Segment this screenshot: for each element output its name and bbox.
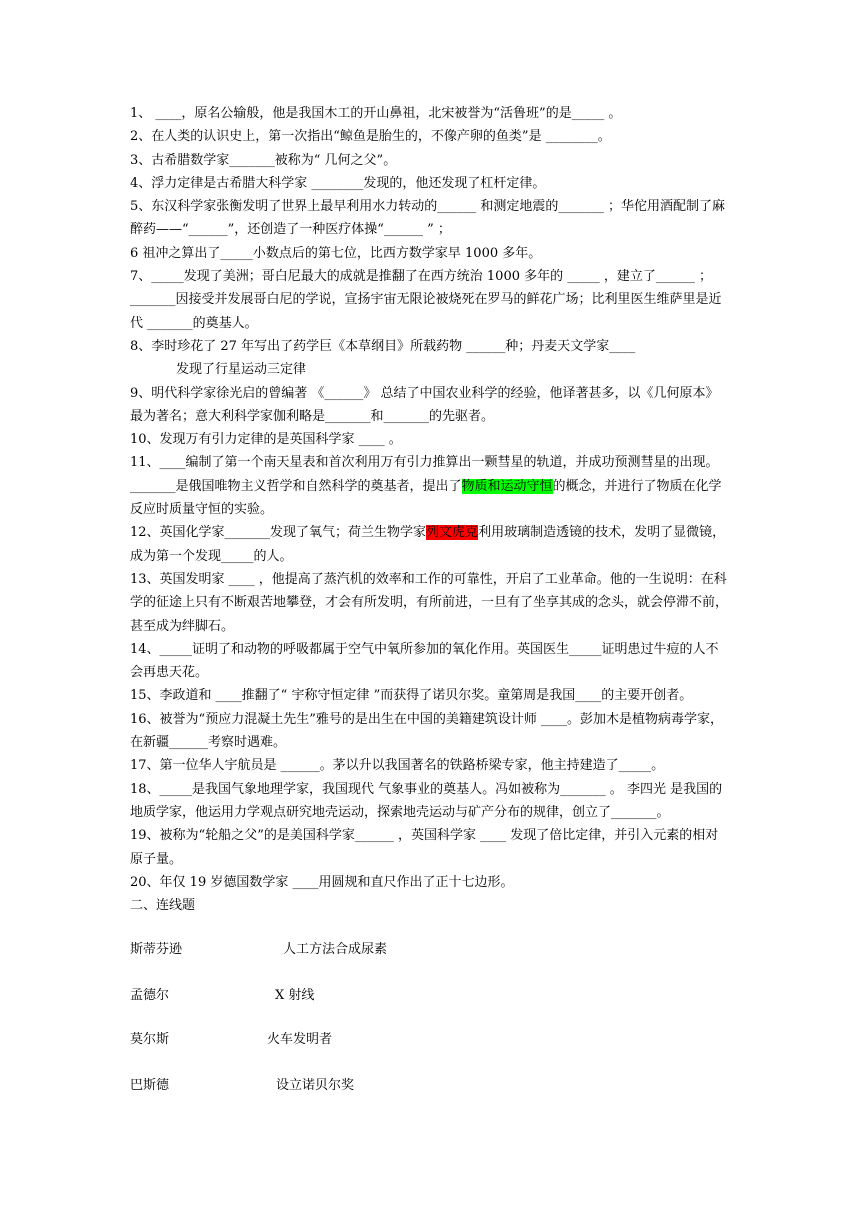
- question-7: 7、_____发现了美洲；哥白尼最大的成就是推翻了在西方统治 1000 多年的 _____ ，建立了______ ；_______因接受并发展哥白尼的学说，宣扬宇宙无限论被烧死在罗马的鲜花广场；比利里医生维萨里是近代 _______的奠基人。: [130, 269, 722, 331]
- question-5: 5、东汉科学家张衡发明了世界上最早利用水力转动的______ 和测定地震的_______ ；华佗用酒配制了麻醉药——“______”，还创造了一种医疗体操“______ ” ；: [130, 199, 726, 238]
- question-19: 19、被称为“轮船之父”的是美国科学家______ ，英国科学家 ____ 发现了倍比定律，并引入元素的相对原子量。: [130, 828, 719, 867]
- section-2-title: 二、连线题: [130, 898, 196, 914]
- highlight-green: 物质和运动守恒: [461, 478, 553, 494]
- matching-left: 斯蒂芬逊: [130, 942, 183, 957]
- question-14: 14、_____证明了和动物的呼吸都属于空气中氧所参加的氧化作用。英国医生_____证明患过牛痘的人不会再患天花。: [130, 641, 719, 681]
- question-6: 6 祖冲之算出了_____小数点后的第七位，比西方数学家早 1000 多年。: [130, 245, 542, 261]
- question-13: 13、英国发明家 ____ ，他提高了蒸汽机的效率和工作的可靠性，开启了工业革命。他的一生说明：在科学的征途上只有不断艰苦地攀登，才会有所发明，有所前进，一旦有了坐享其成的念头，就会停滞不前，甚至成为绊脚石。: [130, 571, 729, 634]
- question-1: 1、 ____，原名公输般，他是我国木工的开山鼻祖，北宋被誉为“活鲁班”的是_____ 。: [130, 106, 622, 121]
- document-body: [130, 102, 730, 917]
- question-9: 9、明代科学家徐光启的曾编著 《______》 总结了中国农业科学的经验，他译著甚多，以《几何原本》最为著名；意大利科学家伽利略是_______和_______的先驱者。: [130, 385, 719, 424]
- question-2: 2、在人类的认识史上，第一次指出“鲸鱼是胎生的，不像产卵的鱼类”是 ________。: [130, 129, 611, 145]
- question-12-text-b: 利用玻璃制造透镜的技术，发明了显微镜，成为第一个发现_____的人。: [130, 525, 726, 564]
- question-4: 4、浮力定律是古希腊大科学家 ________发现的，他还发现了杠杆定律。: [130, 175, 546, 191]
- matching-row: [130, 986, 314, 1006]
- question-10: 10、发现万有引力定律的是英国科学家 ____ 。: [130, 432, 402, 448]
- question-11-text-b: 的概念，并进行了物质在化学反应时质量守恒的实验。: [130, 478, 722, 518]
- question-17: 17、第一位华人宇航员是 ______。茅以升以我国著名的铁路桥梁专家，他主持建造了_____。: [130, 758, 665, 774]
- question-3: 3、古希腊数学家_______被称为“ 几何之父”。: [130, 152, 397, 168]
- matching-row: [130, 1076, 354, 1096]
- matching-right: 火车发明者: [267, 1032, 333, 1047]
- question-15: 15、李政道和 ____推翻了“ 宇称守恒定律 ”而获得了诺贝尔奖。童第周是我国____的主要开创者。: [130, 688, 693, 704]
- question-11-text-a: 11、____编制了第一个南天星表和首次利用万有引力推算出一颗彗星的轨道，并成功预测彗星的出现。_______是俄国唯物主义哲学和自然科学的奠基者，提出了: [130, 455, 719, 494]
- matching-right: X 射线: [275, 988, 315, 1003]
- matching-left: 莫尔斯: [130, 1032, 170, 1047]
- matching-row: [130, 940, 387, 960]
- highlight-red: 列文虎克: [426, 525, 479, 541]
- matching-left: 孟德尔: [130, 988, 170, 1003]
- question-8: [130, 335, 730, 382]
- question-8-line1: 8、李时珍花了 27 年写出了药学巨《本草纲目》所载药物 ______种；丹麦天文学家____: [130, 338, 636, 354]
- question-16: 16、被誉为“预应力混凝土先生”雅号的是出生在中国的美籍建筑设计师 ____。彭加木是植物病毒学家，在新疆______考察时遇难。: [130, 711, 723, 751]
- question-11: [130, 451, 730, 521]
- question-20: 20、年仅 19 岁德国数学家 ____用圆规和直尺作出了正十七边形。: [130, 874, 514, 890]
- matching-left: 巴斯德: [130, 1078, 170, 1093]
- question-18: 18、_____是我国气象地理学家，我国现代 气象事业的奠基人。冯如被称为_______ 。 李四光 是我国的地质学家，他运用力学观点研究地壳运动，探索地壳运动与矿产分布的规律，创立了_______。: [130, 781, 723, 820]
- matching-right: 人工方法合成尿素: [283, 942, 388, 957]
- question-12-text-a: 12、英国化学家_______发现了氧气；荷兰生物学家: [130, 525, 427, 541]
- question-12: [130, 521, 730, 568]
- matching-right: 设立诺贝尔奖: [276, 1078, 355, 1093]
- matching-row: [130, 1030, 332, 1050]
- question-8-line2: 发现了行星运动三定律: [176, 362, 307, 378]
